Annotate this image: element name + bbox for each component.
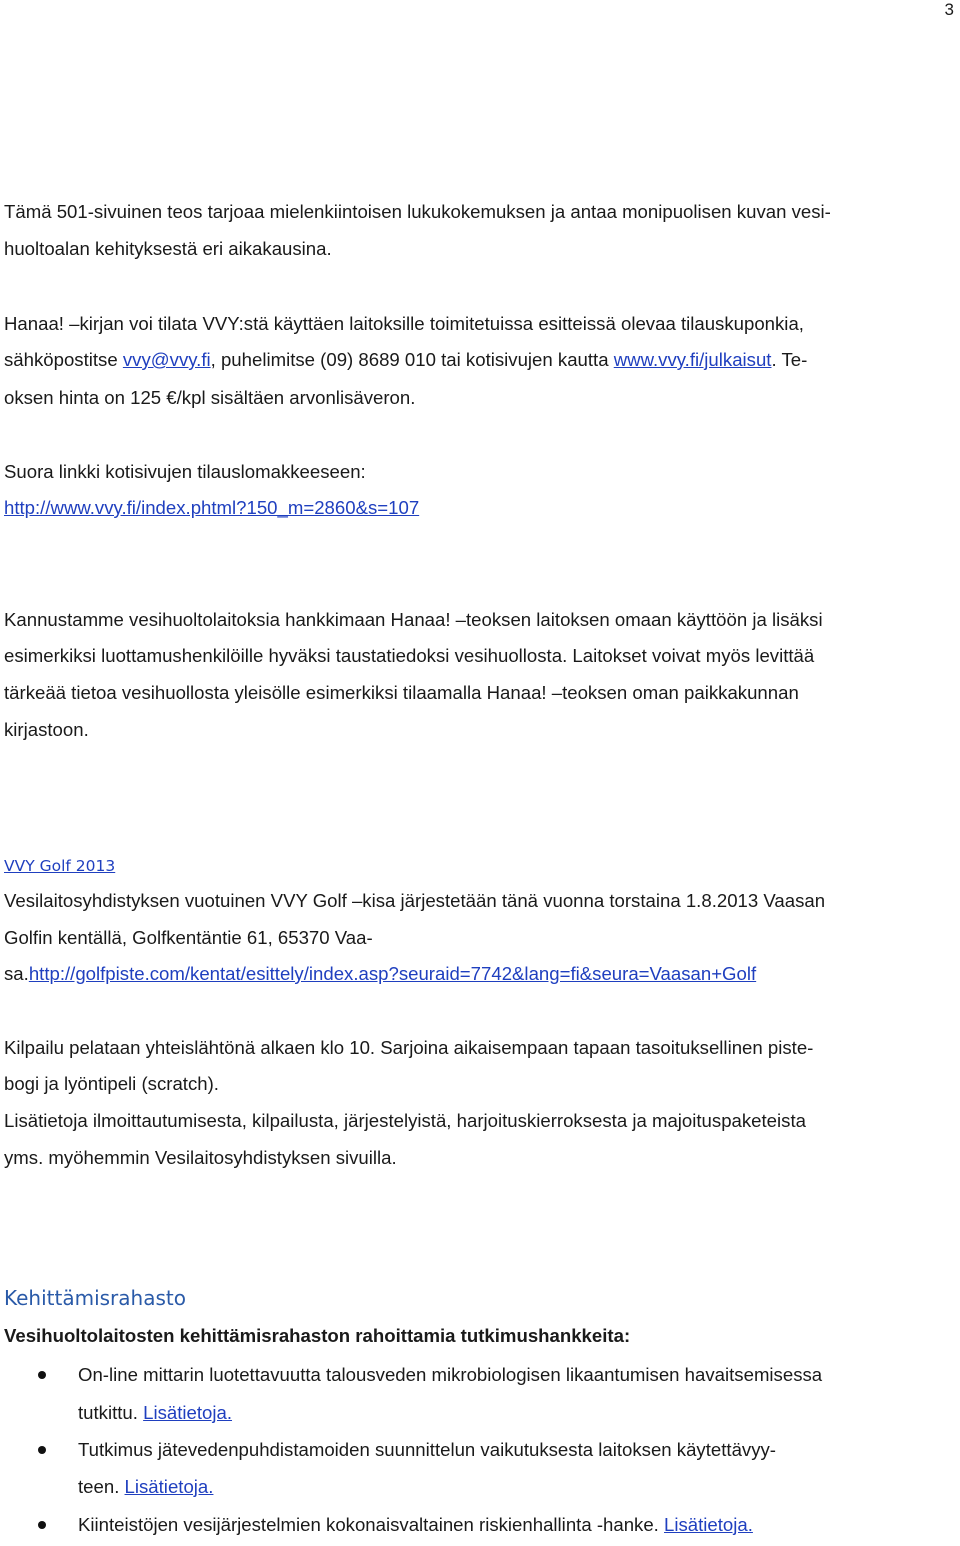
encourage-line-3: tärkeää tietoa vesihuollosta yleisölle esimerkiksi tilaamalla Hanaa! –teoksen oman paikkakunnan bbox=[4, 682, 799, 703]
golfpiste-link[interactable]: http://golfpiste.com/kentat/esittely/index.asp?seuraid=7742&lang=fi&seura=Vaasan+Golf bbox=[28, 963, 757, 984]
golf-line-2: Golfin kentällä, Golfkentäntie 61, 65370 Vaa- bbox=[4, 927, 373, 948]
order-line-3: oksen hinta on 125 €/kpl sisältäen arvonlisäveron. bbox=[4, 387, 416, 408]
julkaisut-link[interactable]: www.vvy.fi/julkaisut bbox=[613, 349, 772, 370]
golf-line-1: Vesilaitosyhdistyksen vuotuinen VVY Golf –kisa järjestetään tänä vuonna torstaina 1.8.2013 Vaasan bbox=[4, 890, 826, 911]
bullet-icon bbox=[38, 1521, 46, 1529]
email-link[interactable]: vvy@vvy.fi bbox=[122, 349, 211, 370]
fund-item-1-prefix: tutkittu. bbox=[78, 1402, 144, 1423]
golf-line-6: Lisätietoja ilmoittautumisesta, kilpailusta, järjestelyistä, harjoituskierroksesta ja majoituspaketeista bbox=[4, 1110, 806, 1131]
encourage-line-2: esimerkiksi luottamushenkilöille hyväksi taustatiedoksi vesihuollosta. Laitokset voivat myös levittää bbox=[4, 645, 815, 666]
encourage-line-4: kirjastoon. bbox=[4, 719, 89, 740]
golf-line-5: bogi ja lyöntipeli (scratch). bbox=[4, 1073, 219, 1094]
golf-line-4: Kilpailu pelataan yhteislähtönä alkaen klo 10. Sarjoina aikaisempaan tapaan tasoituksellinen piste- bbox=[4, 1037, 814, 1058]
golf-heading: VVY Golf 2013 bbox=[4, 857, 116, 875]
fund-item-2-prefix: teen. bbox=[78, 1476, 125, 1497]
order-line-2-prefix: sähköpostitse bbox=[4, 349, 123, 370]
intro-line-1: Tämä 501-sivuinen teos tarjoaa mielenkiintoisen lukukokemuksen ja antaa monipuolisen kuvan vesi- bbox=[4, 201, 831, 222]
fund-item-3-line-1 bbox=[78, 1512, 753, 1538]
fund-item-3-prefix: Kiinteistöjen vesijärjestelmien kokonaisvaltainen riskienhallinta -hanke. bbox=[78, 1514, 665, 1535]
golf-line-3 bbox=[4, 961, 756, 987]
golf-line-3-prefix: sa. bbox=[4, 963, 29, 984]
order-line-1: Hanaa! –kirjan voi tilata VVY:stä käyttäen laitoksille toimitetuissa esitteissä olevaa tilauskuponkia, bbox=[4, 313, 804, 334]
direct-link-label: Suora linkki kotisivujen tilauslomakkeeseen: bbox=[4, 461, 366, 482]
fund-item-1-line-1: On-line mittarin luotettavuutta talousveden mikrobiologisen likaantumisen havaitsemisessa bbox=[78, 1364, 823, 1385]
fund-item-2-line-2 bbox=[78, 1474, 213, 1500]
encourage-line-1: Kannustamme vesihuoltolaitoksia hankkimaan Hanaa! –teoksen laitoksen omaan käyttöön ja lisäksi bbox=[4, 609, 823, 630]
order-form-link[interactable]: http://www.vvy.fi/index.phtml?150_m=2860&s=107 bbox=[4, 497, 420, 518]
order-line-2-middle: , puhelimitse (09) 8689 010 tai kotisivujen kautta bbox=[210, 349, 614, 370]
fund-heading: Kehittämisrahasto bbox=[4, 1286, 186, 1310]
order-line-2 bbox=[4, 347, 807, 373]
fund-item-1-line-2 bbox=[78, 1400, 232, 1426]
bullet-icon bbox=[38, 1446, 46, 1454]
fund-item-2-line-1: Tutkimus jätevedenpuhdistamoiden suunnittelun vaikutuksesta laitoksen käytettävyy- bbox=[78, 1439, 776, 1460]
bullet-icon bbox=[38, 1371, 46, 1379]
fund-item-2-more-link[interactable]: Lisätietoja. bbox=[124, 1476, 214, 1497]
fund-subheading: Vesihuoltolaitosten kehittämisrahaston rahoittamia tutkimushankkeita: bbox=[4, 1325, 631, 1346]
intro-line-2: huoltoalan kehityksestä eri aikakausina. bbox=[4, 238, 332, 259]
fund-item-1-more-link[interactable]: Lisätietoja. bbox=[143, 1402, 233, 1423]
page-number: 3 bbox=[944, 0, 954, 19]
fund-item-3-more-link[interactable]: Lisätietoja. bbox=[664, 1514, 753, 1535]
order-line-2-suffix: . Te- bbox=[771, 349, 808, 370]
golf-line-7: yms. myöhemmin Vesilaitosyhdistyksen sivuilla. bbox=[4, 1147, 397, 1168]
direct-link-line bbox=[4, 495, 419, 521]
